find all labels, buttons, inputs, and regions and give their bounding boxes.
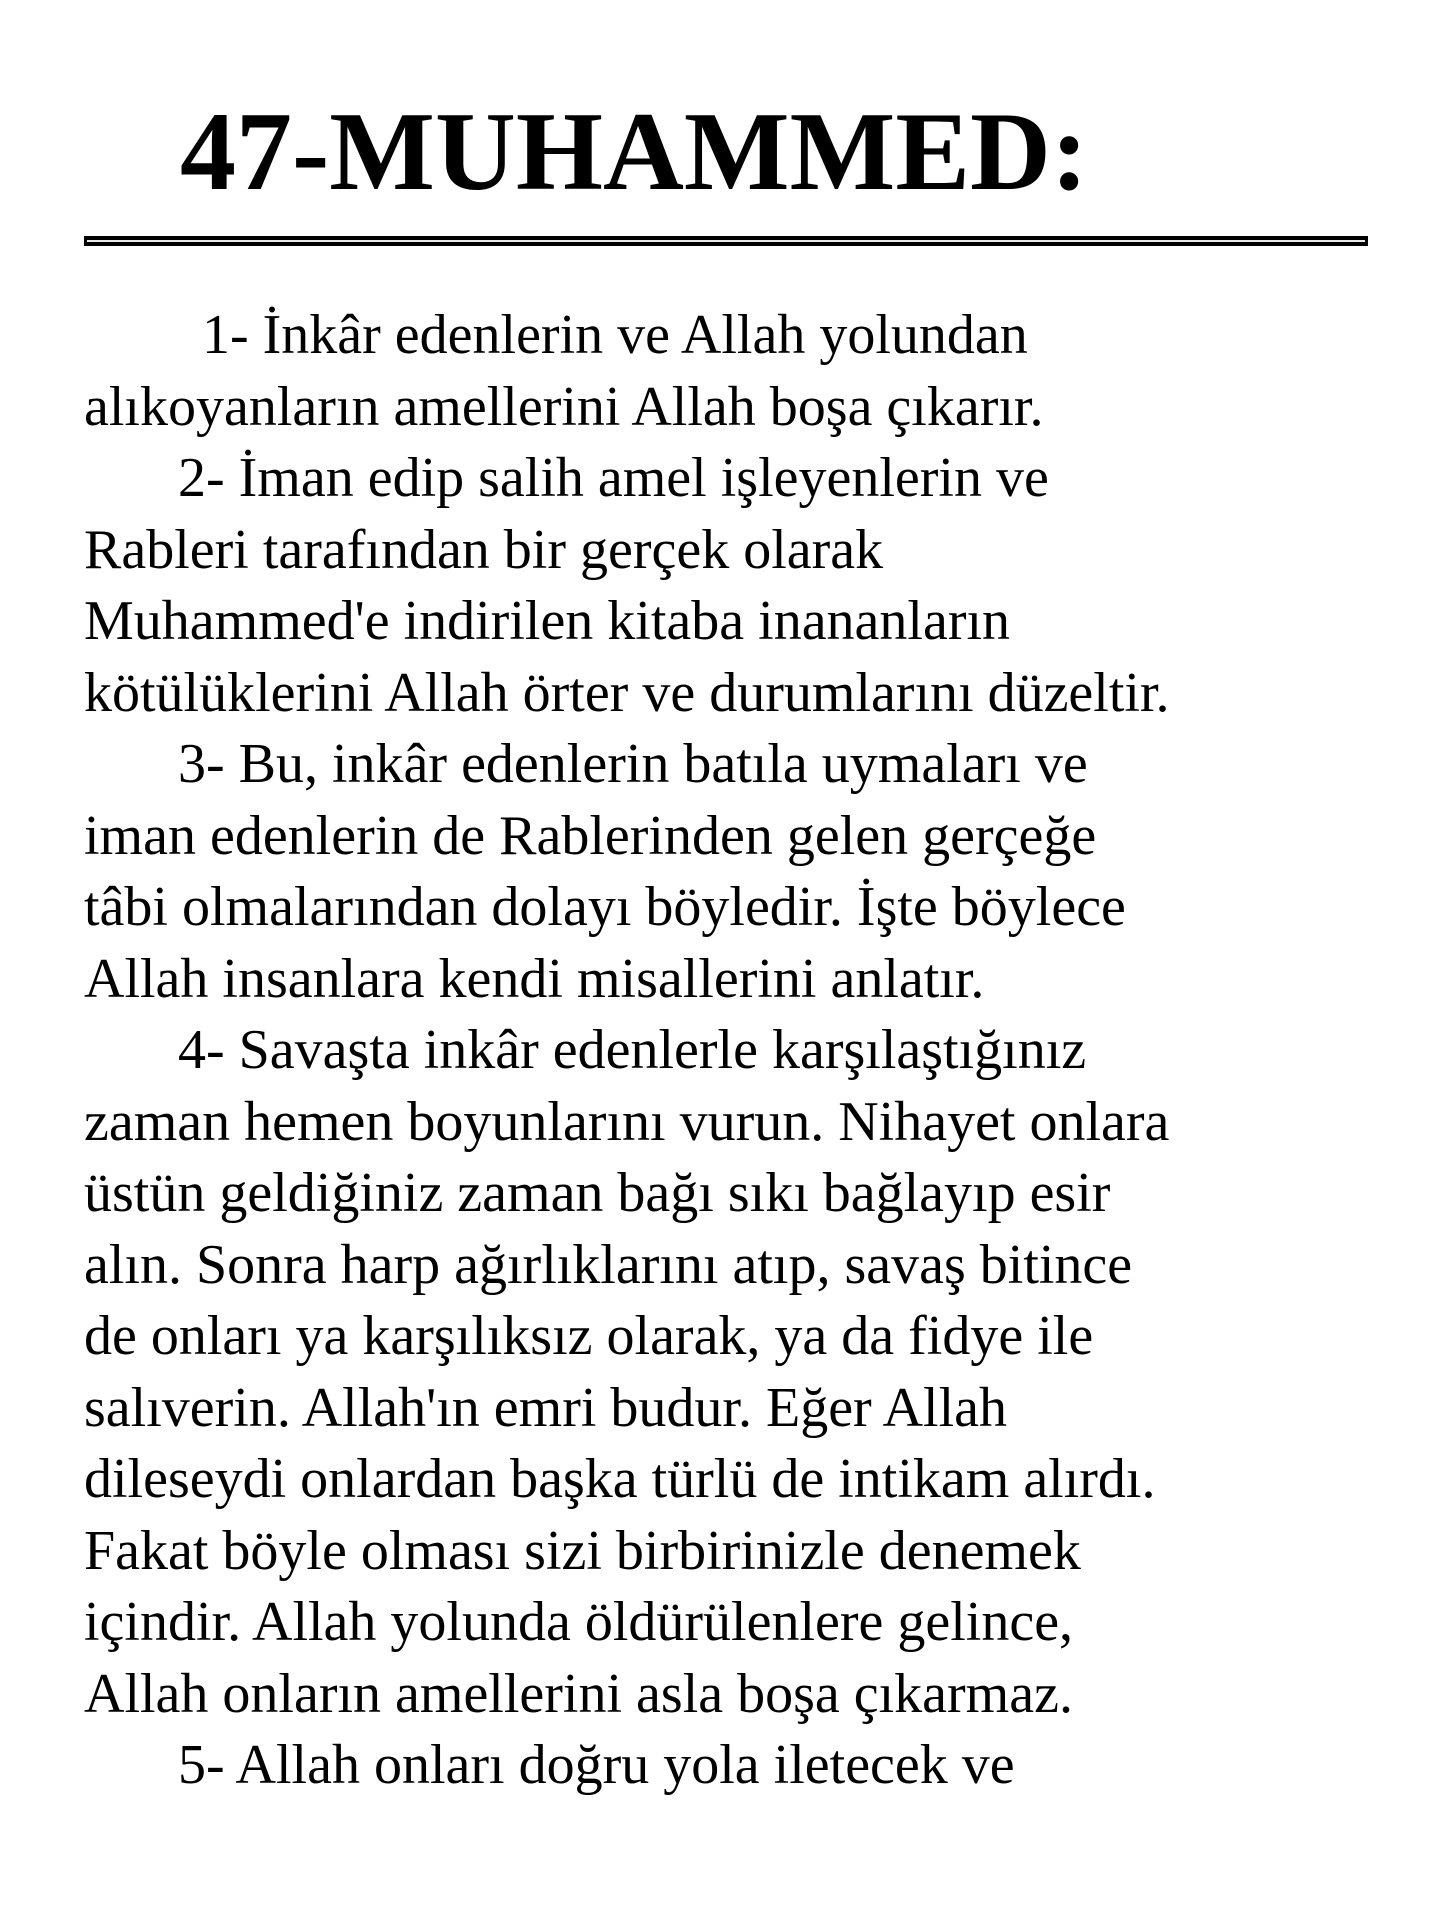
text-line: zaman hemen boyunlarını vurun. Nihayet onlara — [84, 1090, 1170, 1153]
text-line: iman edenlerin de Rablerinden gelen gerçeğe — [84, 804, 1097, 867]
text-line: 5- Allah onları doğru yola iletecek ve — [178, 1734, 1015, 1796]
text-line: alıkoyanların amellerini Allah boşa çıkarır. — [84, 375, 1044, 438]
text-line: kötülüklerini Allah örter ve durumlarını düzeltir. — [84, 661, 1170, 724]
verse-text — [84, 300, 1384, 1802]
text-line: 1- İnkâr edenlerin ve Allah yolundan — [202, 304, 1028, 366]
text-line: üstün geldiğiniz zaman bağı sıkı bağlayıp esir — [84, 1162, 1111, 1224]
title-divider — [84, 236, 1368, 246]
text-line: salıverin. Allah'ın emri budur. Eğer Allah — [84, 1376, 1008, 1439]
text-line: Rableri tarafından bir gerçek olarak — [84, 518, 884, 581]
text-line: dileseydi onlardan başka türlü de intikam alırdı. — [84, 1448, 1156, 1510]
text-line: Muhammed'e indirilen kitaba inananların — [84, 590, 1011, 652]
page-title: 47-MUHAMMED: — [180, 90, 1089, 214]
text-line: 3- Bu, inkâr edenlerin batıla uymaları ve — [178, 733, 1088, 795]
text-line: Allah insanlara kendi misallerini anlatır. — [84, 947, 985, 1010]
text-line: alın. Sonra harp ağırlıklarını atıp, savaş bitince — [84, 1233, 1133, 1296]
text-line: Allah onların amellerini asla boşa çıkarmaz. — [84, 1662, 1073, 1725]
text-line: tâbi olmalarından dolayı böyledir. İşte böylece — [84, 876, 1126, 938]
text-line: 2- İman edip salih amel işleyenlerin ve — [178, 447, 1049, 509]
text-line: 4- Savaşta inkâr edenlerle karşılaştığınız — [178, 1019, 1087, 1081]
text-line: Fakat böyle olması sizi birbirinizle denemek — [84, 1519, 1081, 1582]
text-line: de onları ya karşılıksız olarak, ya da fidye ile — [84, 1305, 1094, 1367]
text-line: içindir. Allah yolunda öldürülenlere gelince, — [84, 1591, 1074, 1653]
